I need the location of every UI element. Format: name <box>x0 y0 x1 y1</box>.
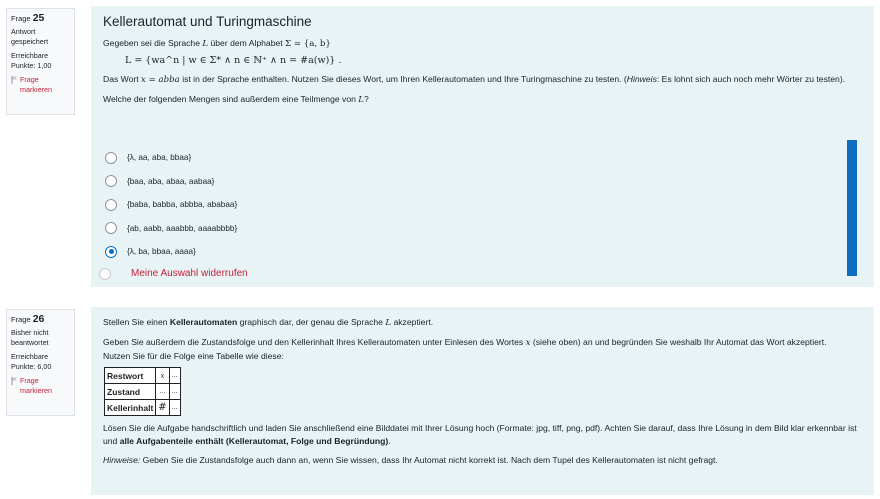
task-text: Lösen Sie die Aufgabe handschriftlich und laden Sie anschließend eine Bilddatei mit Ihrer Lösung hoch (Formate: jpg, tiff, png, pdf). Achten Sie darauf, dass Ihre Lösung in dem Bild klar erkennbar ist und alle Aufgabenteile enthält (Kellerautomat, Folge und Begründung). <box>103 423 857 446</box>
answer-option-selected[interactable]: {λ, ba, bbaa, aaaa} <box>105 240 248 264</box>
question-25-content <box>91 6 874 287</box>
task-text: Geben Sie außerdem die Zustandsfolge und den Kellerinhalt Ihres Kellerautomaten unter Einlesen des Wortes x (siehe oben) an und begründen Sie weshalb Ihr Automat das Wort akzeptiert. <box>103 337 827 348</box>
flag-question-button[interactable]: Frage markieren <box>11 75 70 95</box>
question-26-content <box>91 307 874 495</box>
answer-option[interactable]: {λ, aa, aba, bbaa} <box>105 146 248 170</box>
flag-icon <box>11 377 18 385</box>
answer-options <box>105 146 248 284</box>
task-text: Nutzen Sie für die Folge eine Tabelle wie diese: <box>103 351 284 361</box>
radio-button[interactable] <box>99 268 111 280</box>
radio-button[interactable] <box>105 152 117 164</box>
radio-button[interactable] <box>105 222 117 234</box>
answer-option[interactable]: {baba, babba, abbba, ababaa} <box>105 193 248 217</box>
intro-text: Gegeben sei die Sprache L über dem Alphabet Σ = {a, b} <box>103 38 331 49</box>
hint-text: Hinweise: Geben Sie die Zustandsfolge auch dann an, wenn Sie wissen, dass Ihr Automat nicht korrekt ist. Nach dem Tupel des Kellerautomaten ist nicht gefragt. <box>103 455 718 465</box>
question-grade: Erreichbare Punkte: 6,00 <box>11 352 52 371</box>
question-state: Bisher nicht beantwortet <box>11 328 49 347</box>
question-25-info <box>6 8 75 115</box>
table-row: Restwort x ... <box>105 368 181 384</box>
question-26-info <box>6 309 75 416</box>
radio-button[interactable] <box>105 199 117 211</box>
answer-option[interactable]: {baa, aba, abaa, aabaa} <box>105 170 248 194</box>
task-text: Stellen Sie einen Kellerautomaten graphisch dar, der genau die Sprache L akzeptiert. <box>103 317 434 328</box>
table-row: Zustand ... ... <box>105 384 181 400</box>
sequence-table <box>104 367 181 416</box>
radio-button[interactable] <box>105 175 117 187</box>
question-text: Welche der folgenden Mengen sind außerdem eine Teilmenge von L? <box>103 94 369 105</box>
table-row: Kellerinhalt # ... <box>105 400 181 416</box>
question-grade: Erreichbare Punkte: 1,00 <box>11 51 52 70</box>
answer-option[interactable]: {ab, aabb, aaabbb, aaaabbbb} <box>105 217 248 241</box>
question-number: Frage 26 <box>11 313 45 325</box>
flag-icon <box>11 76 18 84</box>
word-text: Das Wort x = abba ist in der Sprache enthalten. Nutzen Sie dieses Wort, um Ihren Kellerautomaten und Ihre Turingmaschine zu testen. (Hinweis: Es lohnt sich auch noch mehr Wörter zu testen). <box>103 74 846 85</box>
radio-button-checked[interactable] <box>105 246 117 258</box>
language-formula: L = {wa^n | w ∈ Σ* ∧ n ∈ ℕ⁺ ∧ n = #a(w)} . <box>125 55 342 66</box>
question-number: Frage 25 <box>11 12 45 24</box>
flag-question-button[interactable]: Frage markieren <box>11 376 70 396</box>
question-state: Antwort gespeichert <box>11 27 49 46</box>
question-title: Kellerautomat und Turingmaschine <box>103 14 312 29</box>
clear-choice-option[interactable]: Meine Auswahl widerrufen <box>99 264 248 284</box>
scrollbar-thumb[interactable] <box>847 140 857 276</box>
